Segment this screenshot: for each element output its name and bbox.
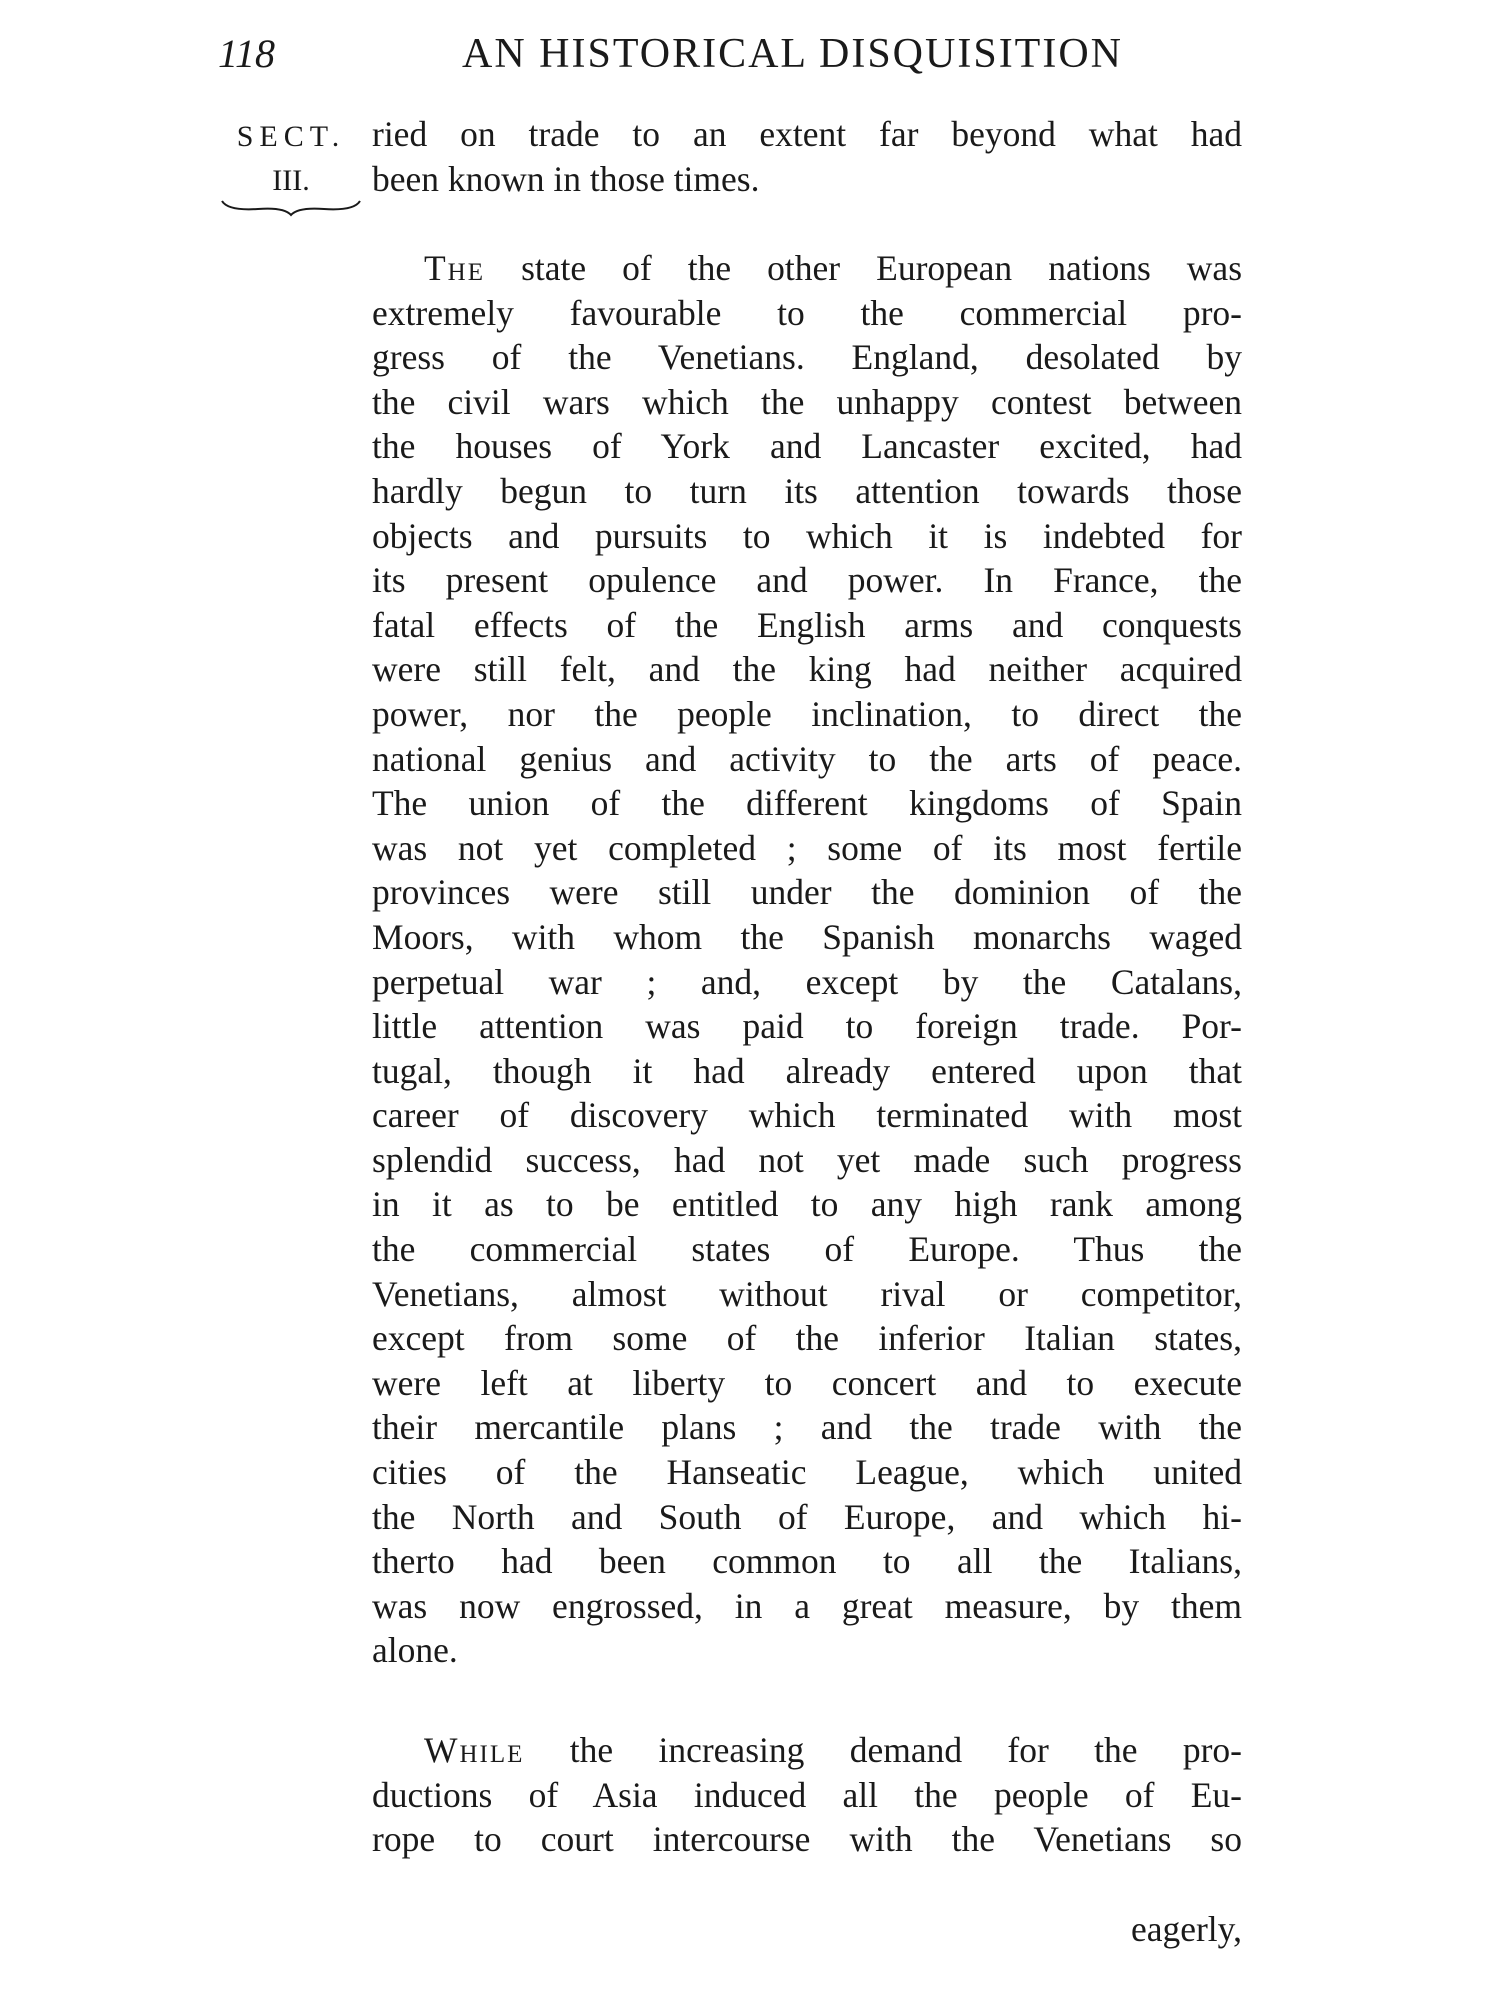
continued-text bbox=[372, 112, 1242, 201]
text-line: splendid success, had not yet made such progress bbox=[372, 1139, 1242, 1180]
text-line: fatal effects of the English arms and conquests bbox=[372, 604, 1242, 645]
text-line: ried on trade to an extent far beyond what had bbox=[372, 114, 1242, 154]
paragraph-first-line bbox=[372, 246, 1242, 291]
text-line: were left at liberty to concert and to execute bbox=[372, 1362, 1242, 1403]
page-header bbox=[218, 30, 1178, 100]
text-line: cities of the Hanseatic League, which united bbox=[372, 1452, 1242, 1493]
text-line: the civil wars which the unhappy contest between bbox=[372, 381, 1242, 422]
text-line: objects and pursuits to which it is indebted for bbox=[372, 515, 1242, 556]
text-line: career of discovery which terminated with most bbox=[372, 1095, 1242, 1136]
running-head: AN HISTORICAL DISQUISITION bbox=[462, 31, 1123, 77]
text-line: ductions of Asia induced all the people of Eu- bbox=[372, 1774, 1242, 1815]
text-line: was now engrossed, in a great measure, by them bbox=[372, 1585, 1242, 1626]
text-line: Moors, with whom the Spanish monarchs waged bbox=[372, 916, 1242, 957]
text-line: The union of the different kingdoms of Spain bbox=[372, 783, 1242, 824]
text-line: hardly begun to turn its attention towards those bbox=[372, 470, 1242, 511]
catchword: eagerly, bbox=[1130, 1909, 1242, 1949]
paragraph-last-line: alone. bbox=[372, 1630, 458, 1671]
paragraph-1 bbox=[372, 246, 1242, 1673]
text-line: tugal, though it had already entered upon that bbox=[372, 1050, 1242, 1091]
text-line: perpetual war ; and, except by the Catalans, bbox=[372, 961, 1242, 1002]
text-line: power, nor the people inclination, to direct the bbox=[372, 693, 1242, 734]
text-line: provinces were still under the dominion of the bbox=[372, 872, 1242, 913]
text-line: the North and South of Europe, and which hi- bbox=[372, 1496, 1242, 1537]
text-line: their mercantile plans ; and the trade with the bbox=[372, 1407, 1242, 1448]
paragraph-lead-word: While bbox=[424, 1730, 525, 1770]
text-line: rope to court intercourse with the Venetians so bbox=[372, 1819, 1242, 1860]
paragraph-lines bbox=[372, 291, 1242, 1629]
text-line: therto had been common to all the Italians, bbox=[372, 1541, 1242, 1582]
text-line: its present opulence and power. In France, the bbox=[372, 560, 1242, 601]
text-line: was not yet completed ; some of its most fertile bbox=[372, 827, 1242, 868]
text-line: the houses of York and Lancaster excited, had bbox=[372, 426, 1242, 467]
text-line: were still felt, and the king had neither acquired bbox=[372, 649, 1242, 690]
paragraph-2 bbox=[372, 1728, 1242, 1862]
section-margin-note bbox=[218, 115, 364, 217]
paragraph-first-line-text: state of the other European nations was bbox=[521, 248, 1243, 288]
text-line: little attention was paid to foreign trade. Por- bbox=[372, 1006, 1242, 1047]
text-line: except from some of the inferior Italian states, bbox=[372, 1318, 1242, 1359]
paragraph-first-line-text: the increasing demand for the pro- bbox=[569, 1730, 1242, 1770]
section-label: SECT. bbox=[236, 120, 346, 153]
text-line: in it as to be entitled to any high rank among bbox=[372, 1184, 1242, 1225]
text-line: Venetians, almost without rival or competitor, bbox=[372, 1273, 1242, 1314]
section-number: III. bbox=[272, 164, 310, 197]
paragraph-first-line bbox=[372, 1728, 1242, 1773]
text-line: gress of the Venetians. England, desolated by bbox=[372, 337, 1242, 378]
text-line: the commercial states of Europe. Thus the bbox=[372, 1229, 1242, 1270]
page-number: 118 bbox=[218, 31, 276, 76]
text-line: national genius and activity to the arts of peace. bbox=[372, 738, 1242, 779]
paragraph-lead-word: The bbox=[424, 248, 486, 288]
text-line: been known in those times. bbox=[372, 158, 760, 199]
paragraph-lines bbox=[372, 1773, 1242, 1862]
text-line: extremely favourable to the commercial pro- bbox=[372, 292, 1242, 333]
